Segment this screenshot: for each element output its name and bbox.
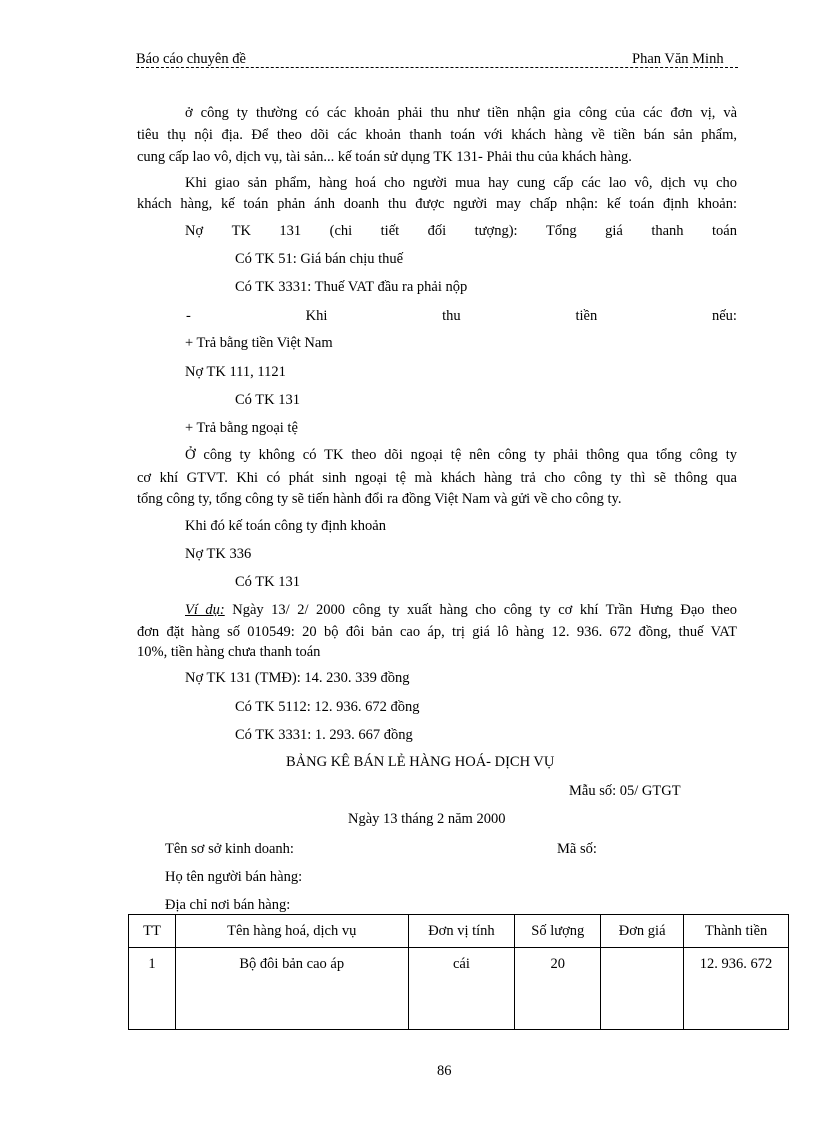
p3-line-1: Ở công ty không có TK theo dõi ngoại tệ nên công ty phải thông qua tổng công ty [185, 447, 737, 463]
example-line-1: Ví dụ: Ngày 13/ 2/ 2000 công ty xuất hàng cho công ty cơ khí Trần Hưng Đạo theo [185, 602, 737, 618]
p3-line-2: cơ khí GTVT. Khi có phát sinh ngoại tệ mà khách hàng trả cho công ty thì sẽ thông qua [137, 470, 737, 486]
cell-total: 12. 936. 672 [684, 948, 789, 1030]
table-header-row [129, 915, 789, 948]
entry3-debit: Nợ TK 131 (TMĐ): 14. 230. 339 đồng [185, 670, 410, 686]
cell-tt: 1 [129, 948, 176, 1030]
vnd-title: + Trả bằng tiền Việt Nam [185, 335, 333, 351]
header-title: Báo cáo chuyên đề [136, 51, 246, 67]
vnd-credit: Có TK 131 [235, 392, 300, 408]
header-author: Phan Văn Minh [632, 51, 724, 67]
cell-name: Bộ đôi bản cao áp [175, 948, 408, 1030]
example-line-2: đơn đặt hàng số 010549: 20 bộ đôi bản cao áp, trị giá lô hàng 12. 936. 672 đồng, thuế VAT [137, 624, 737, 640]
seller-label: Họ tên người bán hàng: [165, 869, 303, 885]
entry1-debit-line: Nợ TK 131 (chi tiết đối tượng): Tổng giá thanh toán [185, 223, 737, 239]
entry2-intro: Khi đó kế toán công ty định khoản [185, 518, 386, 534]
p3-line-3: tổng công ty, tổng công ty sẽ tiến hành đổi ra đồng Việt Nam và gửi về cho công ty. [137, 491, 622, 507]
p2-line-1: Khi giao sản phẩm, hàng hoá cho người mua hay cung cấp các lao vô, dịch vụ cho [185, 175, 737, 191]
table-row [129, 948, 789, 1030]
entry2-credit: Có TK 131 [235, 574, 300, 590]
p2-line-2: khách hàng, kế toán phản ánh doanh thu được người may chấp nhận: kế toán định khoản: [137, 196, 737, 212]
col-header-price: Đơn giá [601, 915, 684, 948]
cell-unit: cái [408, 948, 515, 1030]
cell-price [601, 948, 684, 1030]
entry1-credit-1: Có TK 51: Giá bán chịu thuế [235, 251, 404, 267]
col-header-name: Tên hàng hoá, dịch vụ [175, 915, 408, 948]
vnd-debit: Nợ TK 111, 1121 [185, 364, 286, 380]
sales-table [128, 914, 789, 1030]
entry3-credit-2: Có TK 3331: 1. 293. 667 đồng [235, 727, 413, 743]
entry3-credit-1: Có TK 5112: 12. 936. 672 đồng [235, 699, 420, 715]
business-name-label: Tên sơ sở kinh doanh: [165, 841, 294, 857]
entry1-credit-2: Có TK 3331: Thuế VAT đầu ra phải nộp [235, 279, 468, 295]
p1-line-1: ở công ty thường có các khoản phải thu như tiền nhận gia công của các đơn vị, và [185, 105, 737, 121]
tax-code-label: Mã số: [557, 841, 597, 857]
example-line-3: 10%, tiền hàng chưa thanh toán [137, 644, 321, 660]
col-header-tt: TT [129, 915, 176, 948]
cell-qty: 20 [515, 948, 601, 1030]
page-number: 86 [437, 1063, 452, 1079]
p1-line-2: tiêu thụ nội địa. Để theo dõi các khoản thanh toán với khách hàng về tiền bán sản phẩm, [137, 127, 737, 143]
example-label: Ví dụ: [185, 602, 225, 618]
address-label: Địa chỉ nơi bán hàng: [165, 897, 291, 913]
fx-title: + Trả bằng ngoại tệ [185, 420, 298, 436]
col-header-total: Thành tiền [684, 915, 789, 948]
p1-line-3: cung cấp lao vô, dịch vụ, tài sản... kế toán sử dụng TK 131- Phải thu của khách hàng. [137, 149, 632, 165]
form-code: Mẫu số: 05/ GTGT [569, 783, 681, 799]
entry2-debit: Nợ TK 336 [185, 546, 252, 562]
form-date: Ngày 13 tháng 2 năm 2000 [348, 811, 506, 827]
khi-thu-line: - Khi thu tiền nếu: [186, 308, 737, 324]
header-divider [136, 67, 738, 68]
col-header-unit: Đơn vị tính [408, 915, 515, 948]
col-header-qty: Số lượng [515, 915, 601, 948]
form-title: BẢNG KÊ BÁN LẺ HÀNG HOÁ- DỊCH VỤ [286, 754, 555, 770]
